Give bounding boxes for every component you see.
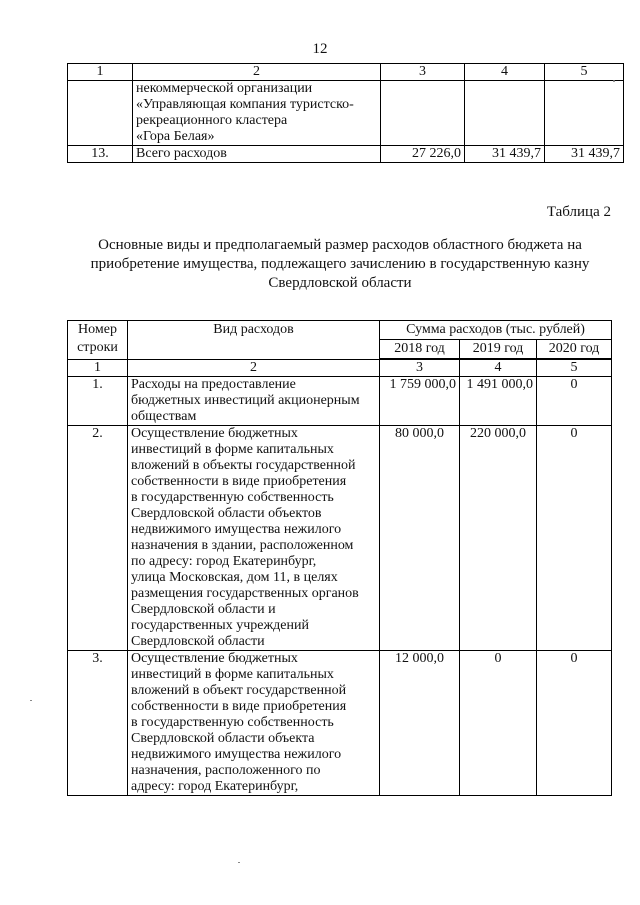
row-value-2018: 1 759 000,0 — [380, 377, 460, 426]
colnum-4: 4 — [460, 359, 537, 377]
table2-header-row-1 — [68, 321, 612, 340]
total-2019: 31 439,7 — [465, 146, 545, 163]
table1-col-3: 3 — [381, 64, 465, 81]
total-row-label: Всего расходов — [133, 146, 381, 163]
scan-speck — [30, 700, 32, 701]
table1-col-2: 2 — [133, 64, 381, 81]
property-expenses-table — [67, 320, 612, 796]
table2-title: Основные виды и предполагаемый размер расходов областного бюджета на приобретение имущества, подлежащего зачислению в государственную казну Свердловской области — [90, 237, 590, 291]
row-value-2018: 12 000,0 — [380, 651, 460, 796]
total-row-number: 13. — [68, 146, 133, 163]
table1-continuation-text: некоммерческой организации «Управляющая компания туристско- рекреационного кластера «Гора Белая» — [133, 81, 381, 146]
row-value-2020: 0 — [537, 426, 612, 651]
row-number: 3. — [68, 651, 128, 796]
row-value-2020: 0 — [537, 651, 612, 796]
row-description: Осуществление бюджетных инвестиций в форме капитальных вложений в объект государственной собственности в виде приобретения в государственную собственность Свердловской области объекта недвижимого имущества нежилого назначения, расположенного по адресу: город Екатеринбург, — [128, 651, 380, 796]
header-year-2019: 2019 год — [460, 340, 537, 360]
colnum-5: 5 — [537, 359, 612, 377]
row-number: 2. — [68, 426, 128, 651]
total-2020: 31 439,7 — [545, 146, 624, 163]
table1-col-5: 5 — [545, 64, 624, 81]
page-number: 12 — [312, 41, 328, 57]
header-expense-kind: Вид расходов — [128, 321, 380, 360]
row-value-2019: 1 491 000,0 — [460, 377, 537, 426]
colnum-2: 2 — [128, 359, 380, 377]
table1-header-row — [68, 64, 624, 81]
table2-column-numbers — [68, 359, 612, 377]
table1-col-4: 4 — [465, 64, 545, 81]
table1-total-row — [68, 146, 624, 163]
colnum-1: 1 — [68, 359, 128, 377]
row-value-2020: 0 — [537, 377, 612, 426]
total-2018: 27 226,0 — [381, 146, 465, 163]
row-number: 1. — [68, 377, 128, 426]
row-description: Расходы на предоставление бюджетных инвестиций акционерным обществам — [128, 377, 380, 426]
header-row-number: Номер строки — [68, 321, 128, 360]
row-description: Осуществление бюджетных инвестиций в форме капитальных вложений в объекты государственной собственности в виде приобретения в государственную собственность Свердловской области объектов недвижимого имущества нежилого назначения в здании, расположенном по адресу: город Екатеринбург, улица Московская, дом 11, в целях размещения государственных органов Свердловской области и государственных учреждений Свердловской области — [128, 426, 380, 651]
expenses-table-continuation — [67, 63, 624, 163]
header-year-2018: 2018 год — [380, 340, 460, 360]
table1-continuation-row — [68, 81, 624, 146]
header-year-2020: 2020 год — [537, 340, 612, 360]
header-sum: Сумма расходов (тыс. рублей) — [380, 321, 612, 340]
scan-speck — [613, 80, 615, 82]
table-row — [68, 651, 612, 796]
row-value-2019: 220 000,0 — [460, 426, 537, 651]
scan-speck — [238, 862, 240, 863]
table1-col-1: 1 — [68, 64, 133, 81]
table-row — [68, 426, 612, 651]
row-value-2019: 0 — [460, 651, 537, 796]
table2-label: Таблица 2 — [546, 204, 611, 220]
colnum-3: 3 — [380, 359, 460, 377]
row-value-2018: 80 000,0 — [380, 426, 460, 651]
table-row — [68, 377, 612, 426]
